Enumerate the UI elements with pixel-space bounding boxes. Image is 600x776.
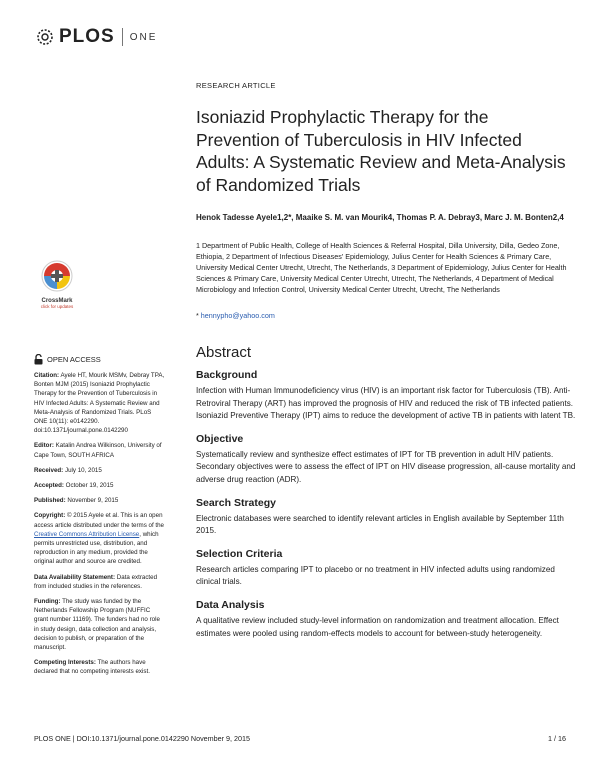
crossmark-badge[interactable] (36, 259, 78, 309)
license-link[interactable]: Creative Commons Attribution License (34, 530, 140, 538)
abstract-heading: Abstract (196, 344, 252, 361)
selection-criteria-heading: Selection Criteria (196, 547, 283, 560)
background-text: Infection with Human Immunodeficiency virus (HIV) is an important risk factor for Tuberculosis (TB). Anti-Retroviral Therapy (ART) has improved the prognosis of HIV and reduced the risk of TB infected patients. Isoniazid Preventive Therapy (IPT) aims to reduce the development of active TB in patients with latent TB. (196, 386, 576, 421)
article-info-sidebar (34, 354, 166, 683)
citation: Citation: Ayele HT, Mourik MSMv, Debray TPA, Bonten MJM (2015) Isoniazid Prophylactic Therapy for the Prevention of Tuberculosis in HIV Infected Adults: A Systematic Review and Meta-Analysis of Randomized Trials. PLoS ONE 10(11): e0142290. doi:10.1371/journal.pone.0142290 (34, 372, 165, 435)
search-strategy-heading: Search Strategy (196, 496, 276, 509)
email-prefix: * (196, 311, 201, 320)
crossmark-icon (40, 259, 74, 293)
footer-citation: PLOS ONE | DOI:10.1371/journal.pone.0142290 November 9, 2015 (34, 734, 251, 743)
page-footer (34, 734, 566, 743)
objective-text: Systematically review and synthesize effect estimates of IPT for TB prevention in adult HIV patients. Secondary objectives were to assess the effect of IPT on HIV disease progression, all-cause mortality and adverse drug reaction (ADR). (196, 449, 576, 484)
search-strategy-text: Electronic databases were searched to identify relevant articles in English available by September 11th 2015. (196, 513, 564, 536)
authors: Henok Tadesse Ayele1,2*, Maaike S. M. van Mourik4, Thomas P. A. Debray3, Marc J. M. Bonten2,4 (196, 213, 564, 222)
competing-interests: Competing Interests: The authors have declared that no competing interests exist. (34, 659, 150, 676)
objective-heading: Objective (196, 432, 244, 445)
editor: Editor: Katalin Andrea Wilkinson, University of Cape Town, SOUTH AFRICA (34, 442, 162, 459)
plos-logo (34, 26, 157, 48)
affiliations: 1 Department of Public Health, College of Health Sciences & Referral Hospital, Dilla University, Dilla, Gedeo Zone, Ethiopia, 2 Department of Infectious Diseases' Epidemiology, Julius Center for Health Sciences & Primary Care, University Medical Center Utrecht, Utrecht, The Netherlands, 3 Department of Epidemiology, Julius Center for Health Sciences & Primary Care, University Medical Center Utrecht, Utrecht, The Netherlands, 4 Department of Medical Microbiology and Infection Control, University Medical Center Utrecht, Utrecht, The Netherlands (196, 241, 567, 294)
open-lock-icon (34, 354, 43, 365)
data-availability: Data Availability Statement: Data extracted from included studies in the references. (34, 573, 158, 590)
data-analysis-heading: Data Analysis (196, 598, 265, 611)
article-title: Isoniazid Prophylactic Therapy for the Prevention of Tuberculosis in HIV Infected Adults: A Systematic Review and Meta-Analysis of Randomized Trials (196, 107, 566, 195)
crossmark-sub: click for updates (40, 304, 74, 309)
data-analysis-text: A qualitative review included study-level information on randomization and treatment allocation. Effect estimates were pooled using random-effects models to account for between-study heterogeneity. (196, 615, 559, 638)
corresponding-email (196, 311, 275, 320)
background-heading: Background (196, 369, 258, 381)
open-access-badge (34, 354, 166, 365)
open-access-label: OPEN ACCESS (47, 354, 101, 364)
abstract (196, 344, 576, 650)
article-type: RESEARCH ARTICLE (196, 81, 276, 90)
logo-journal: ONE (129, 31, 158, 43)
funding: Funding: The study was funded by the Netherlands Fellowship Program (NUFFIC grant number 11169). The funders had no role in study design, data collection and analysis, decision to publish, or preparation of the manuscript. (34, 598, 160, 652)
copyright: Copyright: © 2015 Ayele et al. This is an open access article distributed under the terms of the Creative Commons Attribution License, which permits unrestricted use, distribution, and reproduction in any medium, provided the original author and source are credited. (34, 512, 165, 566)
page-number: 1 / 16 (548, 734, 566, 743)
accepted-date: Accepted: October 19, 2015 (34, 482, 114, 490)
plos-dots-icon (34, 26, 56, 48)
logo-mark: PLOS (59, 26, 115, 47)
received-date: Received: July 10, 2015 (34, 466, 102, 474)
crossmark-label: CrossMark (41, 298, 73, 304)
selection-criteria-text: Research articles comparing IPT to placebo or no treatment in HIV infected adults using randomized clinical trials. (196, 564, 555, 587)
email-link[interactable]: hennypho@yahoo.com (200, 311, 275, 320)
logo-divider (122, 28, 123, 46)
published-date: Published: November 9, 2015 (34, 497, 119, 505)
